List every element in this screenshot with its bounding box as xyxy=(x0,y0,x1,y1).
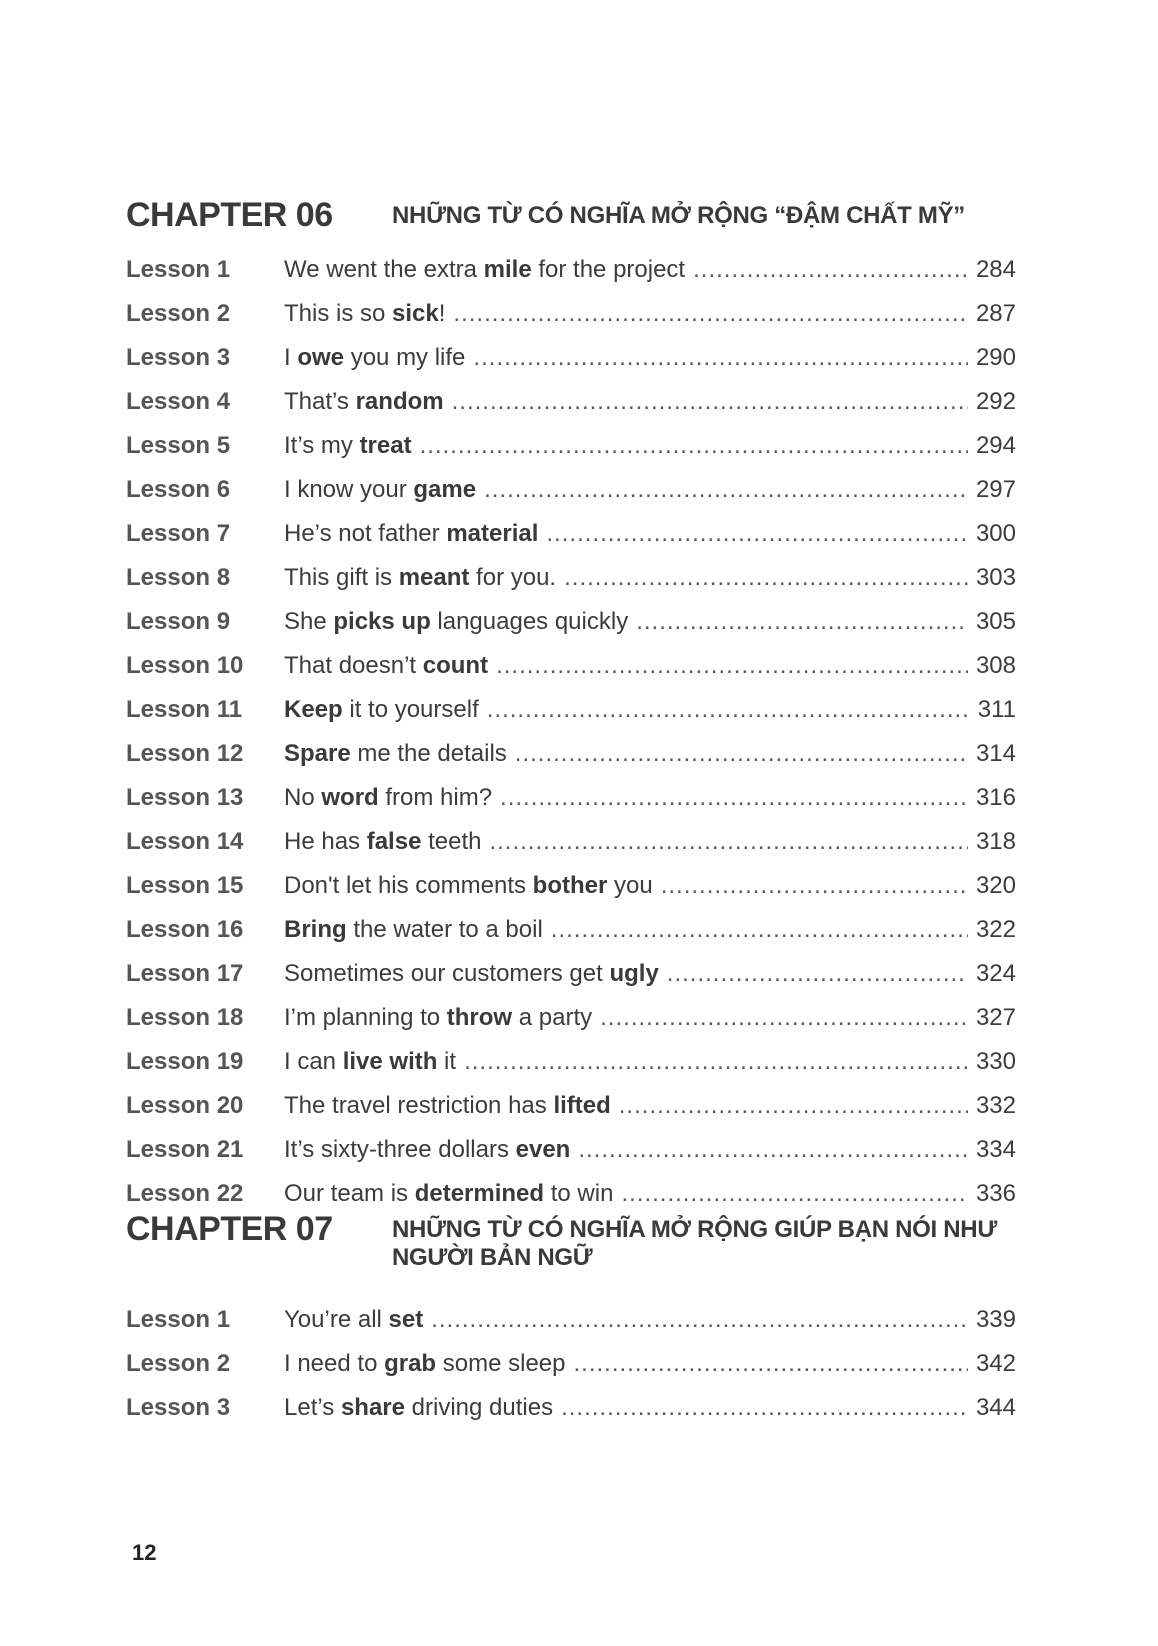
lesson-title-text: from him? xyxy=(378,784,493,811)
lesson-keyword: grab xyxy=(384,1350,437,1377)
lesson-title-text: That doesn’t xyxy=(284,652,423,679)
lesson-entry xyxy=(284,1172,1016,1216)
lesson-keyword: Spare xyxy=(284,740,351,767)
lesson-title-text: I can xyxy=(284,1048,343,1075)
lesson-keyword: Bring xyxy=(284,916,347,943)
lesson-page: 294 xyxy=(975,432,1016,459)
lesson-keyword: false xyxy=(366,828,422,855)
toc-row xyxy=(126,292,1016,336)
dot-leader xyxy=(473,336,968,380)
lesson-title-text: driving duties xyxy=(404,1394,554,1421)
lesson-keyword: share xyxy=(340,1394,405,1421)
toc-row xyxy=(126,1128,1016,1172)
lesson-page: 311 xyxy=(977,696,1016,723)
toc-row xyxy=(126,600,1016,644)
lesson-title-text: the water to a boil xyxy=(346,916,543,943)
lesson-title-text: Our team is xyxy=(284,1180,415,1207)
lesson-title-text: to win xyxy=(544,1180,614,1207)
lesson-title xyxy=(284,600,628,644)
dot-leader xyxy=(621,1172,968,1216)
lesson-title-text: ! xyxy=(438,300,446,327)
lesson-keyword: owe xyxy=(297,344,345,371)
toc-row xyxy=(126,248,1016,292)
lesson-keyword: set xyxy=(388,1306,424,1333)
lesson-title xyxy=(284,556,556,600)
lesson-page: 332 xyxy=(975,1092,1016,1119)
lesson-title xyxy=(284,864,653,908)
lesson-title xyxy=(284,1128,570,1172)
lesson-title xyxy=(284,248,685,292)
dot-leader xyxy=(489,820,967,864)
lesson-label: Lesson 1 xyxy=(126,256,231,283)
lesson-title-text: He’s not father xyxy=(284,520,447,547)
lesson-title xyxy=(284,996,592,1040)
lesson-entry xyxy=(284,952,1016,996)
lesson-title-text: He has xyxy=(284,828,367,855)
chapter-title: NHỮNG TỪ CÓ NGHĨA MỞ RỘNG GIÚP BẠN NÓI NHƯ NGƯỜI BẢN NGỮ xyxy=(392,1216,997,1271)
lesson-entry xyxy=(284,468,1016,512)
lesson-title-text: it xyxy=(437,1048,457,1075)
toc-row xyxy=(126,732,1016,776)
lesson-label: Lesson 20 xyxy=(126,1092,244,1119)
lesson-keyword: count xyxy=(422,652,489,679)
lesson-title-text: for you. xyxy=(469,564,557,591)
toc-row xyxy=(126,952,1016,996)
lesson-label: Lesson 4 xyxy=(126,388,231,415)
lesson-keyword: bother xyxy=(532,872,608,899)
lesson-page: 316 xyxy=(975,784,1016,811)
lesson-page: 344 xyxy=(975,1394,1016,1421)
lesson-title-text: me the details xyxy=(350,740,507,767)
lesson-label: Lesson 17 xyxy=(126,960,244,987)
dot-leader xyxy=(464,1040,968,1084)
lesson-keyword: picks up xyxy=(333,608,431,635)
lesson-page: 284 xyxy=(975,256,1016,283)
lesson-label: Lesson 19 xyxy=(126,1048,244,1075)
lesson-label: Lesson 18 xyxy=(126,1004,244,1031)
lesson-title xyxy=(284,468,476,512)
lesson-keyword: live with xyxy=(342,1048,438,1075)
lesson-page: 290 xyxy=(975,344,1016,371)
lesson-page: 320 xyxy=(975,872,1016,899)
lesson-entry xyxy=(284,600,1016,644)
lesson-title-text: Don't let his comments xyxy=(284,872,533,899)
lesson-entry xyxy=(284,644,1016,688)
lesson-entry xyxy=(284,820,1016,864)
lesson-label: Lesson 11 xyxy=(126,696,243,723)
dot-leader xyxy=(574,1342,968,1386)
lesson-entry xyxy=(284,1128,1016,1172)
lesson-entry xyxy=(284,864,1016,908)
lesson-keyword: material xyxy=(446,520,539,547)
dot-leader xyxy=(561,1386,968,1430)
lesson-title xyxy=(284,1342,566,1386)
lesson-keyword: determined xyxy=(414,1180,545,1207)
lesson-page: 300 xyxy=(975,520,1016,547)
lesson-keyword: treat xyxy=(359,432,412,459)
lesson-label: Lesson 22 xyxy=(126,1180,244,1207)
lesson-title-text: for the project xyxy=(531,256,686,283)
lesson-keyword: sick xyxy=(392,300,439,327)
lesson-page: 324 xyxy=(975,960,1016,987)
lesson-page: 292 xyxy=(975,388,1016,415)
lesson-title xyxy=(284,380,444,424)
toc-row xyxy=(126,424,1016,468)
dot-leader xyxy=(500,776,968,820)
lesson-keyword: meant xyxy=(398,564,470,591)
lesson-entry xyxy=(284,1342,1016,1386)
lesson-title-text: I’m planning to xyxy=(284,1004,447,1031)
dot-leader xyxy=(487,688,970,732)
lesson-entry xyxy=(284,1298,1016,1342)
lesson-title xyxy=(284,952,659,996)
lesson-entry xyxy=(284,732,1016,776)
lesson-title-text: I need to xyxy=(284,1350,385,1377)
lesson-entry xyxy=(284,1040,1016,1084)
lesson-title-text: languages quickly xyxy=(430,608,629,635)
dot-leader xyxy=(600,996,968,1040)
toc-row xyxy=(126,1342,1016,1386)
lesson-list xyxy=(126,1298,1016,1430)
lesson-title-text: you my life xyxy=(344,344,466,371)
lesson-title xyxy=(284,512,538,556)
dot-leader xyxy=(661,864,968,908)
lesson-title xyxy=(284,688,479,732)
lesson-page: 334 xyxy=(975,1136,1016,1163)
lesson-page: 330 xyxy=(975,1048,1016,1075)
lesson-title-text: some sleep xyxy=(436,1350,566,1377)
lesson-label: Lesson 15 xyxy=(126,872,244,899)
lesson-label: Lesson 3 xyxy=(126,1394,231,1421)
toc-row xyxy=(126,644,1016,688)
lesson-entry xyxy=(284,336,1016,380)
lesson-label: Lesson 3 xyxy=(126,344,231,371)
lesson-page: 297 xyxy=(975,476,1016,503)
toc-row xyxy=(126,1084,1016,1128)
lesson-keyword: word xyxy=(321,784,379,811)
lesson-label: Lesson 5 xyxy=(126,432,231,459)
lesson-page: 314 xyxy=(975,740,1016,767)
lesson-title-text: No xyxy=(284,784,322,811)
lesson-keyword: ugly xyxy=(609,960,659,987)
lesson-title-text: it to yourself xyxy=(342,696,479,723)
lesson-label: Lesson 9 xyxy=(126,608,231,635)
dot-leader xyxy=(546,512,968,556)
lesson-title xyxy=(284,820,481,864)
lesson-title-text: This gift is xyxy=(284,564,399,591)
lesson-page: 303 xyxy=(975,564,1016,591)
lesson-label: Lesson 2 xyxy=(126,1350,231,1377)
lesson-keyword: throw xyxy=(446,1004,513,1031)
toc-row xyxy=(126,996,1016,1040)
page-number: 12 xyxy=(132,1540,157,1565)
toc-row xyxy=(126,1386,1016,1430)
lesson-title xyxy=(284,1172,613,1216)
lesson-list xyxy=(126,248,1016,1216)
chapter-title: NHỮNG TỪ CÓ NGHĨA MỞ RỘNG “ĐẬM CHẤT MỸ” xyxy=(392,202,966,229)
chapter-number: CHAPTER 06 xyxy=(126,196,333,234)
lesson-title-text: That’s xyxy=(284,388,356,415)
lesson-page: 287 xyxy=(975,300,1016,327)
lesson-entry xyxy=(284,1084,1016,1128)
toc-row xyxy=(126,688,1016,732)
dot-leader xyxy=(636,600,968,644)
lesson-title xyxy=(284,424,412,468)
lesson-title xyxy=(284,1298,423,1342)
toc-row xyxy=(126,512,1016,556)
lesson-title xyxy=(284,732,507,776)
lesson-label: Lesson 14 xyxy=(126,828,244,855)
lesson-title xyxy=(284,644,488,688)
lesson-title xyxy=(284,336,465,380)
lesson-label: Lesson 12 xyxy=(126,740,244,767)
lesson-title-text: This is so xyxy=(284,300,393,327)
lesson-keyword: even xyxy=(515,1136,571,1163)
dot-leader xyxy=(564,556,968,600)
lesson-label: Lesson 6 xyxy=(126,476,231,503)
toc-row xyxy=(126,776,1016,820)
lesson-keyword: random xyxy=(355,388,444,415)
toc-row xyxy=(126,468,1016,512)
lesson-label: Lesson 1 xyxy=(126,1306,231,1333)
lesson-entry xyxy=(284,424,1016,468)
lesson-title-text: a party xyxy=(512,1004,593,1031)
lesson-entry xyxy=(284,512,1016,556)
chapter-number: CHAPTER 07 xyxy=(126,1210,333,1248)
dot-leader xyxy=(619,1084,968,1128)
lesson-title-text: You’re all xyxy=(284,1306,389,1333)
lesson-title xyxy=(284,1084,611,1128)
lesson-page: 318 xyxy=(975,828,1016,855)
lesson-title-text: I xyxy=(284,344,298,371)
lesson-page: 308 xyxy=(975,652,1016,679)
lesson-label: Lesson 2 xyxy=(126,300,231,327)
lesson-entry xyxy=(284,908,1016,952)
lesson-title-text: I know your xyxy=(284,476,414,503)
dot-leader xyxy=(578,1128,968,1172)
lesson-title-text: Sometimes our customers get xyxy=(284,960,610,987)
lesson-label: Lesson 13 xyxy=(126,784,244,811)
lesson-title xyxy=(284,908,543,952)
toc-row xyxy=(126,864,1016,908)
dot-leader xyxy=(431,1298,968,1342)
dot-leader xyxy=(693,248,968,292)
toc-row xyxy=(126,556,1016,600)
lesson-title-text: She xyxy=(284,608,334,635)
dot-leader xyxy=(515,732,968,776)
lesson-title-text: The travel restriction has xyxy=(284,1092,554,1119)
lesson-entry xyxy=(284,292,1016,336)
toc-row xyxy=(126,1298,1016,1342)
lesson-entry xyxy=(284,248,1016,292)
dot-leader xyxy=(667,952,968,996)
lesson-title-text: Let’s xyxy=(284,1394,341,1421)
lesson-entry xyxy=(284,380,1016,424)
toc-row xyxy=(126,1040,1016,1084)
lesson-label: Lesson 21 xyxy=(126,1136,244,1163)
dot-leader xyxy=(496,644,968,688)
lesson-page: 336 xyxy=(975,1180,1016,1207)
lesson-keyword: lifted xyxy=(553,1092,611,1119)
lesson-page: 339 xyxy=(975,1306,1016,1333)
lesson-page: 305 xyxy=(975,608,1016,635)
toc-row xyxy=(126,380,1016,424)
lesson-label: Lesson 7 xyxy=(126,520,231,547)
lesson-page: 322 xyxy=(975,916,1016,943)
lesson-keyword: Keep xyxy=(284,696,343,723)
dot-leader xyxy=(420,424,968,468)
lesson-title xyxy=(284,1040,456,1084)
lesson-title xyxy=(284,1386,553,1430)
dot-leader xyxy=(551,908,968,952)
dot-leader xyxy=(484,468,968,512)
lesson-title-text: you xyxy=(607,872,653,899)
dot-leader xyxy=(453,292,968,336)
lesson-entry xyxy=(284,776,1016,820)
lesson-title-text: It’s sixty-three dollars xyxy=(284,1136,516,1163)
lesson-entry xyxy=(284,688,1016,732)
lesson-entry xyxy=(284,556,1016,600)
lesson-keyword: game xyxy=(413,476,477,503)
lesson-title-text: We went the extra xyxy=(284,256,484,283)
lesson-page: 327 xyxy=(975,1004,1016,1031)
lesson-label: Lesson 8 xyxy=(126,564,231,591)
lesson-entry xyxy=(284,1386,1016,1430)
toc-row xyxy=(126,336,1016,380)
lesson-label: Lesson 16 xyxy=(126,916,244,943)
lesson-title xyxy=(284,776,492,820)
toc-row xyxy=(126,908,1016,952)
lesson-title-text: It’s my xyxy=(284,432,360,459)
lesson-page: 342 xyxy=(975,1350,1016,1377)
lesson-title-text: teeth xyxy=(421,828,482,855)
lesson-title xyxy=(284,292,445,336)
lesson-label: Lesson 10 xyxy=(126,652,244,679)
lesson-keyword: mile xyxy=(483,256,532,283)
lesson-entry xyxy=(284,996,1016,1040)
toc-row xyxy=(126,820,1016,864)
dot-leader xyxy=(452,380,968,424)
